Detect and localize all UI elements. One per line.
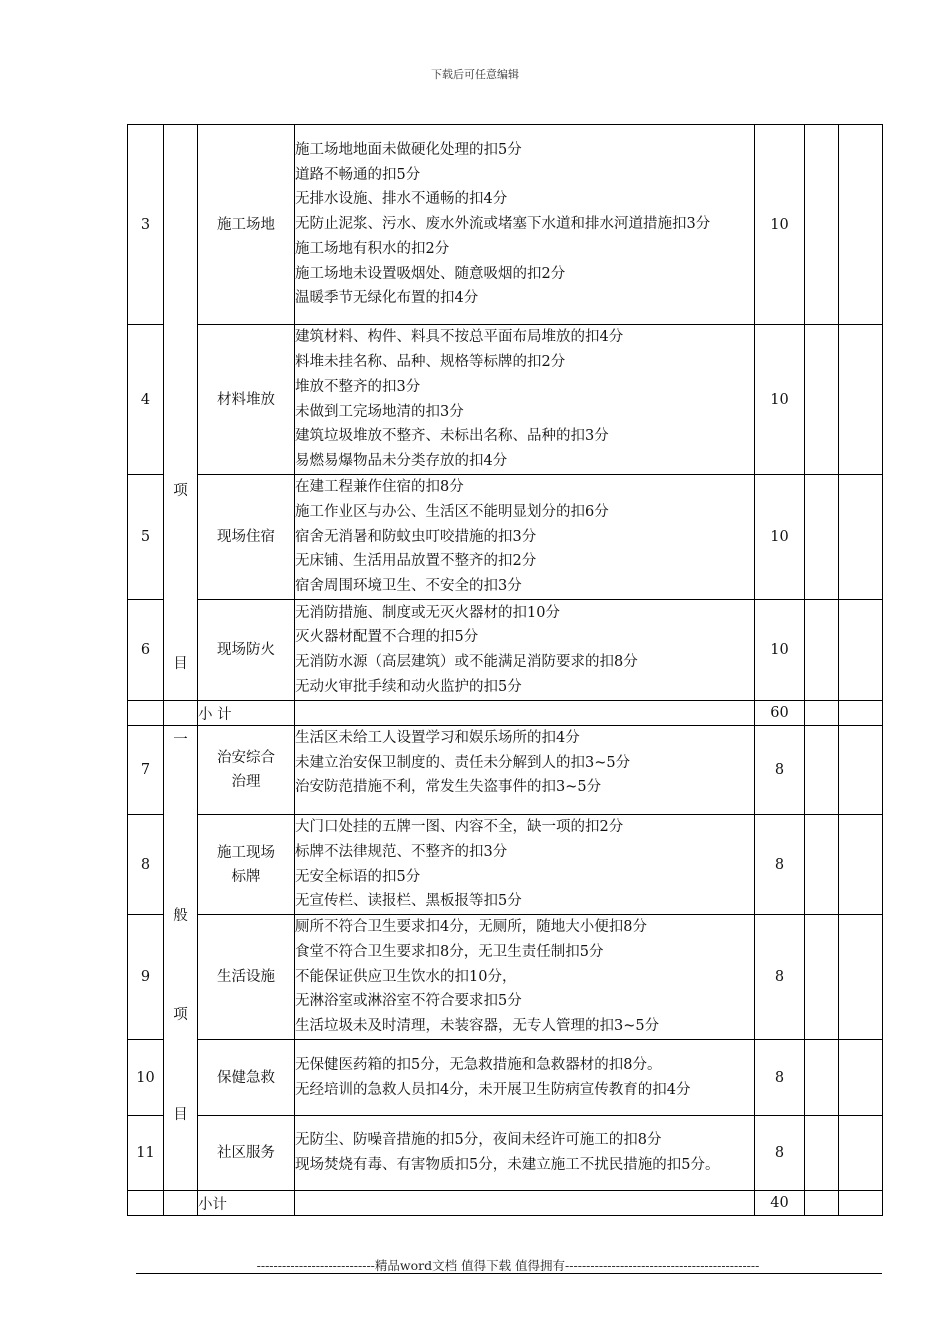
standard-line: 灭火器材配置不合理的扣5分 [295, 629, 479, 646]
empty-cell [164, 1191, 198, 1216]
category-cell-b [164, 726, 198, 1191]
item-name: 施工现场标牌 [198, 815, 295, 915]
standard-line: 无动火审批手续和动火监护的扣5分 [295, 678, 522, 695]
standard-line: 料堆未挂名称、品种、规格等标牌的扣2分 [295, 354, 566, 371]
item-name: 社区服务 [198, 1116, 295, 1191]
row-number: 8 [128, 815, 164, 915]
empty-cell [805, 1116, 839, 1191]
empty-cell [164, 701, 198, 726]
standard-line: 易燃易爆物品未分类存放的扣4分 [295, 452, 508, 469]
header-note: 下载后可任意编辑 [431, 68, 519, 81]
table-row [128, 475, 883, 600]
standards-cell [295, 475, 755, 600]
row-number: 10 [128, 1040, 164, 1116]
table-row [128, 815, 883, 915]
empty-cell [805, 726, 839, 815]
standard-line: 生活区未给工人设置学习和娱乐场所的扣4分 [295, 730, 580, 746]
empty-cell [805, 1191, 839, 1216]
subtotal-label: 小计 [198, 1191, 295, 1216]
standard-line: 厕所不符合卫生要求扣4分，无厕所，随地大小便扣8分 [295, 919, 647, 936]
standards-cell [295, 600, 755, 701]
score: 8 [755, 815, 805, 915]
table-row [128, 325, 883, 475]
standard-line: 现场焚烧有毒、有害物质扣5分，未建立施工不扰民措施的扣5分。 [295, 1157, 720, 1173]
standards-cell [295, 125, 755, 325]
standard-line: 治安防范措施不利，常发生失盗事件的扣3~5分 [295, 779, 602, 796]
score: 10 [755, 475, 805, 600]
standard-line: 温暖季节无绿化布置的扣4分 [295, 290, 479, 307]
inspection-table [127, 124, 883, 1216]
row-number: 3 [128, 125, 164, 325]
standard-line: 宿舍周围环境卫生、不安全的扣3分 [295, 578, 522, 595]
category-char: 目 [173, 1107, 188, 1123]
table-row [128, 726, 883, 815]
empty-cell [839, 1040, 883, 1116]
empty-cell [805, 600, 839, 701]
subtotal-row [128, 701, 883, 726]
category-char: 项 [173, 483, 188, 499]
subtotal-score: 60 [755, 701, 805, 726]
row-number: 11 [128, 1116, 164, 1191]
empty-cell [839, 726, 883, 815]
empty-cell [805, 475, 839, 600]
empty-cell [839, 475, 883, 600]
empty-cell [839, 1116, 883, 1191]
standard-line: 无保健医药箱的扣5分，无急救措施和急救器材的扣8分。 [295, 1056, 662, 1073]
empty-cell [295, 701, 755, 726]
standard-line: 建筑垃圾堆放不整齐、未标出名称、品种的扣3分 [295, 428, 609, 445]
item-name: 保健急救 [198, 1040, 295, 1116]
standard-line: 大门口处挂的五牌一图、内容不全，缺一项的扣2分 [295, 819, 624, 836]
standard-line: 施工作业区与办公、生活区不能明显划分的扣6分 [295, 503, 609, 520]
standards-cell [295, 1040, 755, 1116]
empty-cell [839, 125, 883, 325]
table-row [128, 1116, 883, 1191]
table-row [128, 125, 883, 325]
item-name: 现场防火 [198, 600, 295, 701]
table-row [128, 1040, 883, 1116]
empty-cell [839, 915, 883, 1040]
category-cell-a [164, 125, 198, 701]
footer-note: ----------------------------精品word文档 值得下载 值得拥有---------------------------------------------- [256, 1258, 760, 1273]
score: 10 [755, 600, 805, 701]
table-row [128, 600, 883, 701]
category-char: 目 [173, 656, 188, 672]
standard-line: 在建工程兼作住宿的扣8分 [295, 479, 464, 496]
standards-cell [295, 915, 755, 1040]
empty-cell [805, 1040, 839, 1116]
standard-line: 无床铺、生活用品放置不整齐的扣2分 [295, 553, 537, 570]
subtotal-row [128, 1191, 883, 1216]
empty-cell [295, 1191, 755, 1216]
standard-line: 不能保证供应卫生饮水的扣10分， [295, 968, 517, 985]
standard-line: 道路不畅通的扣5分 [295, 166, 421, 183]
subtotal-label: 小 计 [198, 701, 295, 726]
empty-cell [839, 701, 883, 726]
row-number: 7 [128, 726, 164, 815]
empty-cell [839, 325, 883, 475]
table-row [128, 915, 883, 1040]
score: 8 [755, 1116, 805, 1191]
item-name: 现场住宿 [198, 475, 295, 600]
category-char: 项 [173, 1007, 188, 1023]
standard-line: 建筑材料、构件、料具不按总平面布局堆放的扣4分 [295, 329, 624, 346]
empty-cell [805, 815, 839, 915]
row-number: 5 [128, 475, 164, 600]
standard-line: 施工场地地面未做硬化处理的扣5分 [295, 142, 522, 159]
empty-cell [805, 125, 839, 325]
standards-cell [295, 815, 755, 915]
standard-line: 标牌不法律规范、不整齐的扣3分 [295, 843, 508, 860]
empty-cell [839, 1191, 883, 1216]
score: 8 [755, 915, 805, 1040]
standard-line: 无淋浴室或淋浴室不符合要求扣5分 [295, 993, 522, 1010]
empty-cell [839, 815, 883, 915]
standard-line: 堆放不整齐的扣3分 [295, 378, 421, 395]
standard-line: 施工场地未设置吸烟处、随意吸烟的扣2分 [295, 265, 566, 282]
empty-cell [805, 325, 839, 475]
standard-line: 施工场地有积水的扣2分 [295, 240, 450, 257]
standard-line: 生活垃圾未及时清理，未装容器，无专人管理的扣3~5分 [295, 1018, 660, 1035]
standard-line: 无经培训的急救人员扣4分，未开展卫生防病宣传教育的扣4分 [295, 1081, 691, 1098]
score: 8 [755, 726, 805, 815]
empty-cell [128, 701, 164, 726]
standard-line: 未建立治安保卫制度的、责任未分解到人的扣3~5分 [295, 754, 631, 771]
item-name: 材料堆放 [198, 325, 295, 475]
item-name: 施工场地 [198, 125, 295, 325]
empty-cell [839, 600, 883, 701]
standard-line: 食堂不符合卫生要求扣8分，无卫生责任制扣5分 [295, 943, 604, 960]
standard-line: 无消防措施、制度或无灭火器材的扣10分 [295, 604, 560, 621]
standards-cell [295, 1116, 755, 1191]
item-name: 生活设施 [198, 915, 295, 1040]
subtotal-score: 40 [755, 1191, 805, 1216]
standards-cell [295, 726, 755, 815]
standard-line: 无防止泥浆、污水、废水外流或堵塞下水道和排水河道措施扣3分 [295, 216, 711, 233]
standard-line: 未做到工完场地清的扣3分 [295, 403, 464, 420]
score: 10 [755, 125, 805, 325]
empty-cell [128, 1191, 164, 1216]
score: 8 [755, 1040, 805, 1116]
standard-line: 无宣传栏、读报栏、黑板报等扣5分 [295, 893, 522, 910]
standard-line: 无排水设施、排水不通畅的扣4分 [295, 191, 508, 208]
standard-line: 无防尘、防噪音措施的扣5分，夜间未经许可施工的扣8分 [295, 1132, 662, 1149]
category-char: 一 [173, 732, 188, 748]
standard-line: 无消防水源（高层建筑）或不能满足消防要求的扣8分 [295, 654, 638, 670]
footer-divider [136, 1273, 882, 1274]
score: 10 [755, 325, 805, 475]
standard-line: 无安全标语的扣5分 [295, 868, 421, 885]
row-number: 6 [128, 600, 164, 701]
standards-cell [295, 325, 755, 475]
row-number: 4 [128, 325, 164, 475]
empty-cell [805, 915, 839, 1040]
category-char: 般 [173, 908, 188, 924]
row-number: 9 [128, 915, 164, 1040]
standard-line: 宿舍无消暑和防蚊虫叮咬措施的扣3分 [295, 528, 537, 545]
empty-cell [805, 701, 839, 726]
item-name: 治安综合治理 [198, 726, 295, 815]
